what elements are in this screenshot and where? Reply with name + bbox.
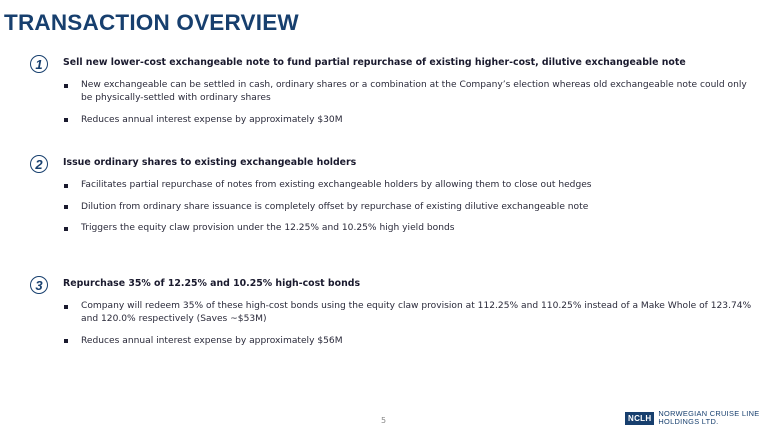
bullet-text: New exchangeable can be settled in cash, ordinary shares or a combination at the Company’s election whereas old exchangeable note could only be physically-settled with ordinary shares bbox=[81, 80, 747, 103]
section-heading: Repurchase 35% of 12.25% and 10.25% high-cost bonds bbox=[63, 278, 361, 289]
bullet-text: Triggers the equity claw provision under the 12.25% and 10.25% high yield bonds bbox=[81, 223, 455, 233]
logo-mark: NCLH bbox=[625, 412, 654, 425]
bullet-text: Facilitates partial repurchase of notes from existing exchangeable holders by allowing them to close out hedges bbox=[81, 180, 592, 190]
bullet-item bbox=[63, 335, 753, 348]
bullet-text: Dilution from ordinary share issuance is completely offset by repurchase of existing dilutive exchangeable note bbox=[81, 201, 589, 212]
square-bullet-icon bbox=[64, 184, 68, 188]
square-bullet-icon bbox=[64, 227, 68, 231]
step-number-3: 3 bbox=[30, 276, 48, 294]
step-number-1: 1 bbox=[30, 55, 48, 73]
page-number: 5 bbox=[381, 416, 387, 425]
bullet-item bbox=[63, 179, 753, 192]
section-heading: Sell new lower-cost exchangeable note to fund partial repurchase of existing higher-cost, dilutive exchangeable note bbox=[63, 57, 686, 68]
bullet-list bbox=[63, 79, 753, 135]
bullet-item bbox=[63, 79, 753, 105]
bullet-text: Reduces annual interest expense by approximately $56M bbox=[81, 335, 343, 346]
square-bullet-icon bbox=[64, 205, 68, 209]
step-number-2: 2 bbox=[30, 155, 48, 173]
square-bullet-icon bbox=[64, 305, 68, 309]
bullet-item bbox=[63, 114, 753, 127]
bullet-list bbox=[63, 179, 753, 244]
bullet-item bbox=[63, 222, 753, 235]
square-bullet-icon bbox=[64, 118, 68, 122]
bullet-list bbox=[63, 300, 753, 356]
logo-line-2: HOLDINGS LTD. bbox=[658, 417, 719, 426]
logo-wordmark bbox=[658, 410, 759, 426]
section-heading: Issue ordinary shares to existing exchangeable holders bbox=[63, 157, 357, 168]
bullet-item bbox=[63, 201, 753, 214]
page-title: TRANSACTION OVERVIEW bbox=[4, 10, 299, 35]
company-logo bbox=[625, 410, 759, 426]
logo-line-1: NORWEGIAN CRUISE LINE bbox=[658, 409, 760, 418]
bullet-text: Reduces annual interest expense by approximately $30M bbox=[81, 114, 343, 125]
square-bullet-icon bbox=[64, 84, 68, 88]
square-bullet-icon bbox=[64, 339, 68, 343]
bullet-item bbox=[63, 300, 753, 326]
bullet-text: Company will redeem 35% of these high-cost bonds using the equity claw provision at 112.25% and 110.25% instead of a Make Whole of 123.74% and 120.0% respectively (Saves ~$53M) bbox=[81, 301, 752, 324]
